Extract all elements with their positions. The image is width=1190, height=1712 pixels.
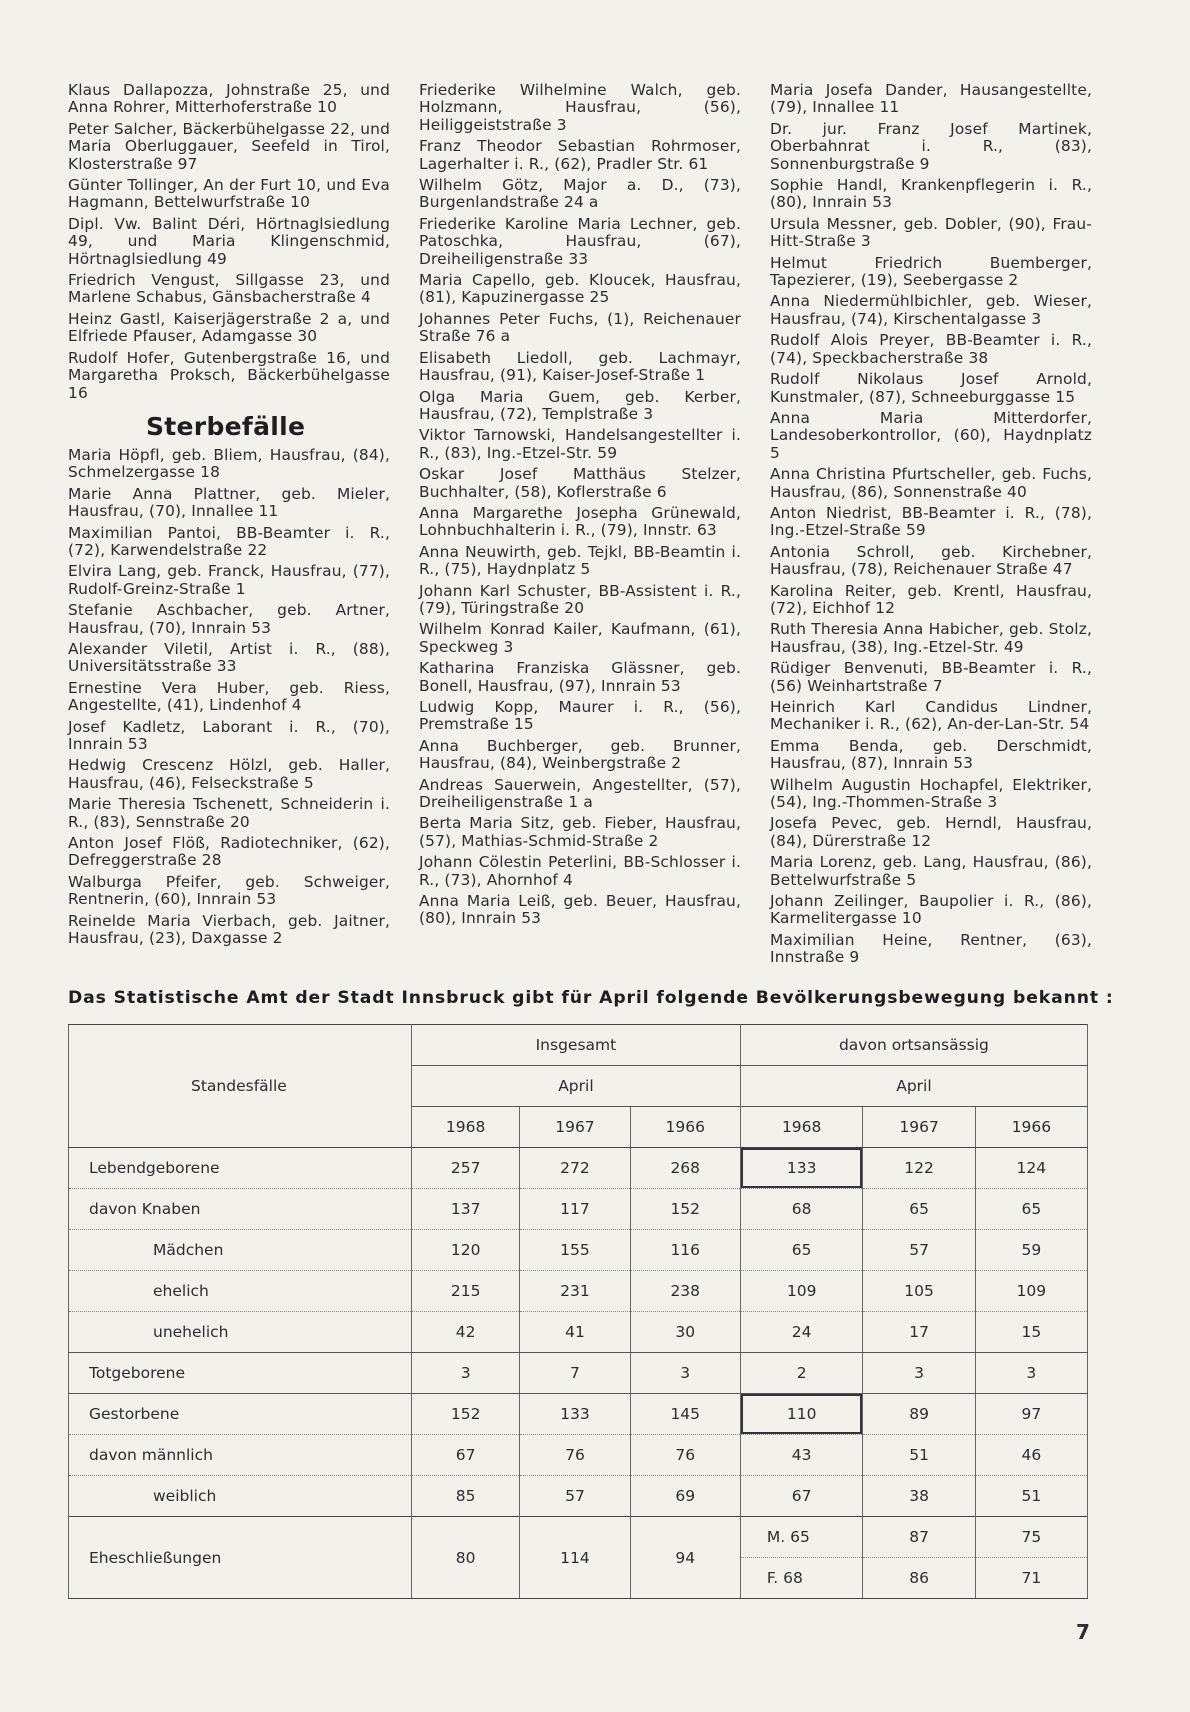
column-2 <box>419 82 741 971</box>
register-entry: Johann Cölestin Peterlini, BB-Schlosser i. R., (73), Ahornhof 4 <box>419 853 741 889</box>
table-cell: 43 <box>740 1435 863 1476</box>
row-label: davon Knaben <box>69 1189 412 1230</box>
row-label: weiblich <box>69 1476 412 1517</box>
register-entry: Friederike Wilhelmine Walch, geb. Holzmann, Hausfrau, (56), Heiliggeiststraße 3 <box>419 81 741 134</box>
register-entry: Elisabeth Liedoll, geb. Lachmayr, Hausfrau, (91), Kaiser-Josef-Straße 1 <box>419 348 741 385</box>
register-entry: Maximilian Heine, Rentner, (63), Innstraße 9 <box>770 930 1092 967</box>
register-entry: Antonia Schroll, geb. Kirchebner, Hausfrau, (78), Reichenauer Straße 47 <box>770 542 1092 579</box>
table-cell: 109 <box>975 1271 1087 1312</box>
register-entry: Ursula Messner, geb. Dobler, (90), Frau-Hitt-Straße 3 <box>770 214 1092 251</box>
table-cell: 94 <box>630 1517 740 1599</box>
table-cell: 68 <box>740 1189 863 1230</box>
marriage-local-1968 <box>740 1517 863 1599</box>
table-cell <box>740 1394 863 1435</box>
register-entry: Günter Tollinger, An der Furt 10, und Eva Hagmann, Bettelwurfstraße 10 <box>68 176 390 212</box>
marriage-m-1966: 75 <box>976 1517 1087 1558</box>
header-standesfaelle: Standesfälle <box>69 1025 412 1148</box>
register-entry: Dipl. Vw. Balint Déri, Hörtnaglsiedlung 49, und Maria Klingenschmid, Hörtnaglsiedlung 49 <box>68 214 390 268</box>
year-header: 1967 <box>863 1107 975 1148</box>
table-cell: 65 <box>975 1189 1087 1230</box>
register-entry: Ruth Theresia Anna Habicher, geb. Stolz, Hausfrau, (38), Ing.-Etzel-Str. 49 <box>770 620 1092 656</box>
table-cell: 3 <box>630 1353 740 1394</box>
table-cell: 51 <box>975 1476 1087 1517</box>
register-entry: Maria Lorenz, geb. Lang, Hausfrau, (86), Bettelwurfstraße 5 <box>770 853 1092 889</box>
register-entry: Johannes Peter Fuchs, (1), Reichenauer Straße 76 a <box>419 309 741 346</box>
register-entry: Franz Theodor Sebastian Rohrmoser, Lagerhalter i. R., (62), Pradler Str. 61 <box>419 137 741 173</box>
table-cell: 41 <box>520 1312 630 1353</box>
table-cell: 117 <box>520 1189 630 1230</box>
marriage-m-1967: 87 <box>863 1517 974 1558</box>
register-entry: Wilhelm Götz, Major a. D., (73), Burgenlandstraße 24 a <box>419 176 741 212</box>
row-label: Eheschließungen <box>69 1517 412 1599</box>
marriage-m-1968: M. 65 <box>741 1517 863 1558</box>
register-entry: Peter Salcher, Bäckerbühelgasse 22, und Maria Oberluggauer, Seefeld in Tirol, Klosterstraße 97 <box>68 119 390 173</box>
register-entry: Hedwig Crescenz Hölzl, geb. Haller, Hausfrau, (46), Felseckstraße 5 <box>68 756 390 792</box>
table-cell: 67 <box>740 1476 863 1517</box>
register-entry: Anna Neuwirth, geb. Tejkl, BB-Beamtin i. R., (75), Haydnplatz 5 <box>419 542 741 579</box>
table-cell: 3 <box>411 1353 519 1394</box>
page-number: 7 <box>1076 1620 1090 1644</box>
table-cell: 124 <box>975 1148 1087 1189</box>
table-cell: 231 <box>520 1271 630 1312</box>
row-label: unehelich <box>69 1312 412 1353</box>
register-entry: Berta Maria Sitz, geb. Fieber, Hausfrau, (57), Mathias-Schmid-Straße 2 <box>419 814 741 850</box>
year-header: 1966 <box>975 1107 1087 1148</box>
row-label: davon männlich <box>69 1435 412 1476</box>
table-cell: 120 <box>411 1230 519 1271</box>
table-cell: 3 <box>975 1353 1087 1394</box>
column-1 <box>68 82 390 971</box>
register-entry: Anna Margarethe Josepha Grünewald, Lohnbuchhalterin i. R., (79), Innstr. 63 <box>419 503 741 540</box>
table-cell: 46 <box>975 1435 1087 1476</box>
register-entry: Anna Christina Pfurtscheller, geb. Fuchs, Hausfrau, (86), Sonnenstraße 40 <box>770 465 1092 501</box>
register-entry: Anna Niedermühlbichler, geb. Wieser, Hausfrau, (74), Kirschentalgasse 3 <box>770 292 1092 328</box>
register-entry: Stefanie Aschbacher, geb. Artner, Hausfrau, (70), Innrain 53 <box>68 601 390 637</box>
register-entry: Maria Josefa Dander, Hausangestellte, (79), Innallee 11 <box>770 81 1092 117</box>
register-entry: Marie Theresia Tschenett, Schneiderin i. R., (83), Sennstraße 20 <box>68 795 390 831</box>
register-entry: Sophie Handl, Krankenpflegerin i. R., (80), Innrain 53 <box>770 176 1092 212</box>
register-entry: Anna Buchberger, geb. Brunner, Hausfrau, (84), Weinbergstraße 2 <box>419 736 741 773</box>
section-heading-sterbefaelle: Sterbefälle <box>146 411 306 441</box>
register-entry: Josefa Pevec, geb. Herndl, Hausfrau, (84), Dürerstraße 12 <box>770 814 1092 850</box>
register-entry: Anton Josef Flöß, Radiotechniker, (62), Defreggerstraße 28 <box>68 834 390 870</box>
table-cell: 38 <box>863 1476 975 1517</box>
statistics-heading: Das Statistische Amt der Stadt Innsbruck gibt für April folgende Bevölkerungsbewegung bekannt : <box>68 988 1114 1008</box>
table-cell: 65 <box>863 1189 975 1230</box>
table-cell: 15 <box>975 1312 1087 1353</box>
register-entry: Johann Zeilinger, Baupolier i. R., (86), Karmelitergasse 10 <box>770 892 1092 928</box>
table-cell: 51 <box>863 1435 975 1476</box>
register-entry: Ludwig Kopp, Maurer i. R., (56), Premstraße 15 <box>419 698 741 734</box>
table-cell: 152 <box>630 1189 740 1230</box>
register-entry: Elvira Lang, geb. Franck, Hausfrau, (77), Rudolf-Greinz-Straße 1 <box>68 562 390 598</box>
table-cell: 122 <box>863 1148 975 1189</box>
table-cell <box>740 1148 863 1189</box>
register-entry: Reinelde Maria Vierbach, geb. Jaitner, Hausfrau, (23), Daxgasse 2 <box>68 911 390 948</box>
table-cell: 272 <box>520 1148 630 1189</box>
register-entry: Marie Anna Plattner, geb. Mieler, Hausfrau, (70), Innallee 11 <box>68 484 390 521</box>
table-cell: 257 <box>411 1148 519 1189</box>
register-entry: Alexander Viletil, Artist i. R., (88), Universitätsstraße 33 <box>68 639 390 676</box>
register-entry: Anton Niedrist, BB-Beamter i. R., (78), Ing.-Etzel-Straße 59 <box>770 503 1092 540</box>
register-entry: Klaus Dallapozza, Johnstraße 25, und Anna Rohrer, Mitterhoferstraße 10 <box>68 81 390 117</box>
register-entry: Wilhelm Konrad Kailer, Kaufmann, (61), Speckweg 3 <box>419 620 741 656</box>
table-cell: 268 <box>630 1148 740 1189</box>
row-label: Gestorbene <box>69 1394 412 1435</box>
boxed-value: 133 <box>741 1148 863 1188</box>
table-cell: 80 <box>411 1517 519 1599</box>
register-entry: Josef Kadletz, Laborant i. R., (70), Innrain 53 <box>68 717 390 753</box>
register-entry: Oskar Josef Matthäus Stelzer, Buchhalter, (58), Koflerstraße 6 <box>419 465 741 501</box>
register-entry: Ernestine Vera Huber, geb. Riess, Angestellte, (41), Lindenhof 4 <box>68 678 390 715</box>
text-columns <box>68 82 1092 971</box>
header-month-total: April <box>411 1066 740 1107</box>
register-entry: Anna Maria Mitterdorfer, Landesoberkontrollor, (60), Haydnplatz 5 <box>770 408 1092 462</box>
table-cell: 67 <box>411 1435 519 1476</box>
register-entry: Friedrich Vengust, Sillgasse 23, und Marlene Schabus, Gänsbacherstraße 4 <box>68 271 390 307</box>
header-ortsansaessig: davon ortsansässig <box>740 1025 1087 1066</box>
column-3 <box>770 82 1092 971</box>
year-header: 1968 <box>411 1107 519 1148</box>
register-entry: Rudolf Hofer, Gutenbergstraße 16, und Margaretha Proksch, Bäckerbühelgasse 16 <box>68 348 390 402</box>
table-cell: 76 <box>630 1435 740 1476</box>
year-header: 1966 <box>630 1107 740 1148</box>
table-cell: 24 <box>740 1312 863 1353</box>
register-entry: Rüdiger Benvenuti, BB-Beamter i. R., (56) Weinhartstraße 7 <box>770 659 1092 695</box>
register-entry: Maximilian Pantoi, BB-Beamter i. R., (72), Karwendelstraße 22 <box>68 523 390 559</box>
table-cell: 65 <box>740 1230 863 1271</box>
table-cell: 7 <box>520 1353 630 1394</box>
table-cell: 155 <box>520 1230 630 1271</box>
register-entry: Karolina Reiter, geb. Krentl, Hausfrau, (72), Eichhof 12 <box>770 581 1092 617</box>
register-entry: Anna Maria Leiß, geb. Beuer, Hausfrau, (80), Innrain 53 <box>419 892 741 928</box>
marriage-f-1966: 71 <box>1021 1569 1042 1587</box>
register-entry: Walburga Pfeifer, geb. Schweiger, Rentnerin, (60), Innrain 53 <box>68 872 390 909</box>
table-cell: 59 <box>975 1230 1087 1271</box>
register-entry: Olga Maria Guem, geb. Kerber, Hausfrau, (72), Templstraße 3 <box>419 387 741 423</box>
header-month-local: April <box>740 1066 1087 1107</box>
row-label: Mädchen <box>69 1230 412 1271</box>
table-cell: 152 <box>411 1394 519 1435</box>
table-cell: 97 <box>975 1394 1087 1435</box>
table-cell: 105 <box>863 1271 975 1312</box>
register-entry: Rudolf Nikolaus Josef Arnold, Kunstmaler, (87), Schneeburggasse 15 <box>770 370 1092 406</box>
register-entry: Rudolf Alois Preyer, BB-Beamter i. R., (74), Speckbacherstraße 38 <box>770 331 1092 367</box>
row-label: Totgeborene <box>69 1353 412 1394</box>
table-cell: 42 <box>411 1312 519 1353</box>
table-cell: 238 <box>630 1271 740 1312</box>
boxed-value: 110 <box>741 1394 863 1434</box>
marriage-f-1967: 86 <box>909 1569 929 1587</box>
table-cell: 114 <box>520 1517 630 1599</box>
table-cell: 76 <box>520 1435 630 1476</box>
register-entry: Andreas Sauerwein, Angestellter, (57), Dreiheiligenstraße 1 a <box>419 775 741 812</box>
register-entry: Heinrich Karl Candidus Lindner, Mechaniker i. R., (62), An-der-Lan-Str. 54 <box>770 698 1092 734</box>
table-cell: 17 <box>863 1312 975 1353</box>
register-entry: Dr. jur. Franz Josef Martinek, Oberbahnrat i. R., (83), Sonnenburgstraße 9 <box>770 119 1092 173</box>
table-cell: 2 <box>740 1353 863 1394</box>
table-cell: 215 <box>411 1271 519 1312</box>
table-cell: 89 <box>863 1394 975 1435</box>
table-cell: 116 <box>630 1230 740 1271</box>
table-cell: 133 <box>520 1394 630 1435</box>
table-cell: 145 <box>630 1394 740 1435</box>
year-header: 1967 <box>520 1107 630 1148</box>
marriage-local-1967 <box>863 1517 975 1599</box>
table-cell: 3 <box>863 1353 975 1394</box>
register-entry: Viktor Tarnowski, Handelsangestellter i. R., (83), Ing.-Etzel-Str. 59 <box>419 426 741 462</box>
marriage-local-1966 <box>975 1517 1087 1599</box>
register-entry: Helmut Friedrich Buemberger, Tapezierer, (19), Seebergasse 2 <box>770 253 1092 290</box>
marriage-f-1968: F. 68 <box>766 1569 803 1587</box>
register-entry: Wilhelm Augustin Hochapfel, Elektriker, (54), Ing.-Thommen-Straße 3 <box>770 775 1092 812</box>
row-label: Lebendgeborene <box>69 1148 412 1189</box>
table-cell: 57 <box>520 1476 630 1517</box>
register-entry: Johann Karl Schuster, BB-Assistent i. R., (79), Türingstraße 20 <box>419 581 741 617</box>
table-cell: 109 <box>740 1271 863 1312</box>
register-entry: Emma Benda, geb. Derschmidt, Hausfrau, (87), Innrain 53 <box>770 736 1092 773</box>
table-cell: 69 <box>630 1476 740 1517</box>
register-entry: Heinz Gastl, Kaiserjägerstraße 2 a, und Elfriede Pfauser, Adamgasse 30 <box>68 309 390 346</box>
register-entry: Friederike Karoline Maria Lechner, geb. Patoschka, Hausfrau, (67), Dreiheiligenstraße 33 <box>419 214 741 268</box>
table-cell: 30 <box>630 1312 740 1353</box>
row-label: ehelich <box>69 1271 412 1312</box>
year-header: 1968 <box>740 1107 863 1148</box>
statistics-table <box>68 1024 1088 1599</box>
header-insgesamt: Insgesamt <box>411 1025 740 1066</box>
table-cell: 57 <box>863 1230 975 1271</box>
register-entry: Maria Capello, geb. Kloucek, Hausfrau, (81), Kapuzinergasse 25 <box>419 271 741 307</box>
table-cell: 137 <box>411 1189 519 1230</box>
register-entry: Maria Höpfl, geb. Bliem, Hausfrau, (84), Schmelzergasse 18 <box>68 445 390 482</box>
table-cell: 85 <box>411 1476 519 1517</box>
register-entry: Katharina Franziska Glässner, geb. Bonell, Hausfrau, (97), Innrain 53 <box>419 659 741 695</box>
